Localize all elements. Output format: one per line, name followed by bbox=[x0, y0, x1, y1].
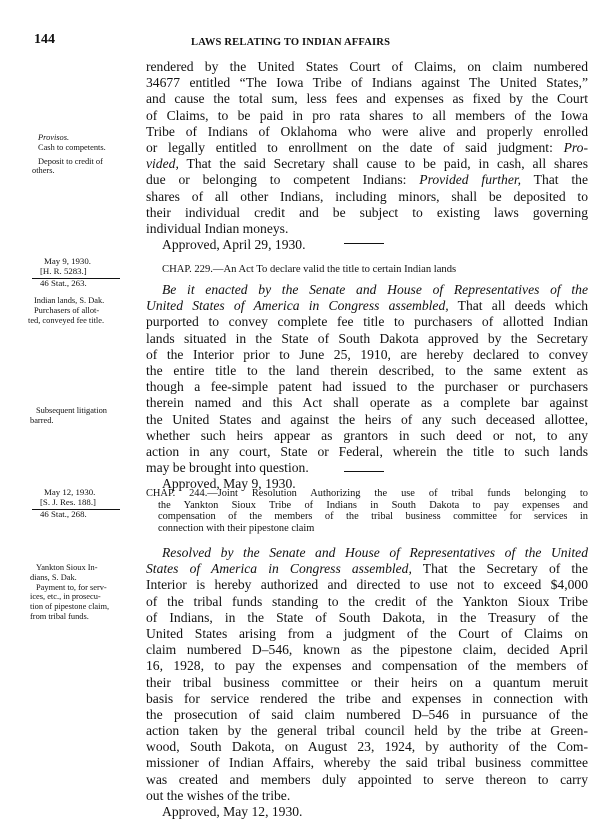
resolving-clause: States of America in Congress assembled, That the Secretary of the bbox=[146, 561, 588, 577]
margin-note: tion of pipestone claim, bbox=[30, 602, 110, 612]
text-line: whether such heirs appear as grantors in such deed or not, to any bbox=[146, 427, 588, 443]
enacting-clause: United States of America in Congress assembled, That all deeds which bbox=[146, 298, 588, 314]
chapter-229-text bbox=[146, 282, 588, 492]
text-line: lands situated in the State of South Dakota approved by the Secretary bbox=[146, 330, 588, 346]
margin-note: barred. bbox=[30, 415, 54, 425]
resolving-clause: Resolved by the Senate and House of Representatives of the United bbox=[162, 545, 588, 560]
text-line: rendered by the United States Court of Claims, on claim numbered bbox=[146, 59, 588, 74]
text-line: the prosecution of said claim numbered D–546 in pursuance of the bbox=[146, 706, 588, 722]
margin-chap-244-citation bbox=[32, 488, 138, 519]
margin-resolution: [S. J. Res. 188.] bbox=[40, 496, 96, 507]
section-divider bbox=[344, 471, 384, 472]
text-line: purported to convey complete fee title to purchasers of allotted Indian bbox=[146, 314, 588, 330]
text-line: action taken by the general tribal council held by the tribe at Green- bbox=[146, 723, 588, 739]
text-line: missioner of Indian Affairs, whereby the said tribal business committee bbox=[146, 755, 588, 771]
margin-bill: [H. R. 5283.] bbox=[40, 265, 87, 276]
text-line: individual Indian moneys. bbox=[146, 220, 289, 236]
margin-cash: Cash to competents. bbox=[38, 142, 106, 152]
text-line: or legally entitled to enrollment on the date of said judgment: Pro- bbox=[146, 139, 588, 155]
margin-note: Purchasers of allot- bbox=[34, 305, 100, 315]
text-line: of the Interior prior to June 25, 1910, are hereby declared to convey bbox=[146, 346, 588, 362]
text-line: wood, South Dakota, on August 23, 1924, by authority of the Com- bbox=[146, 739, 588, 755]
approval-date: Approved, April 29, 1930. bbox=[162, 237, 306, 253]
approval-date: Approved, May 12, 1930. bbox=[162, 804, 303, 819]
text-line: of Claims, to be paid in pro rata shares to all members of the Iowa bbox=[146, 107, 588, 123]
chapter-244-heading bbox=[146, 488, 588, 534]
text-line: 16, 1928, to pay the expenses and compensation of the members of bbox=[146, 658, 588, 674]
text-line: though a fee-simple patent had issued to the purchaser or purchasers bbox=[146, 379, 588, 395]
text-line: 34677 entitled “The Iowa Tribe of Indians against The United States,” bbox=[146, 75, 588, 91]
text-line: vided, That the said Secretary shall cause to be paid, in cash, all shares bbox=[146, 156, 588, 172]
margin-chap-229-litigation bbox=[30, 406, 136, 426]
text-line: due or belonging to competent Indians: Provided further, That the bbox=[146, 172, 588, 188]
running-head: LAWS RELATING TO INDIAN AFFAIRS bbox=[191, 37, 391, 48]
margin-note-provisos bbox=[32, 133, 138, 176]
margin-note: Indian lands, S. Dak. bbox=[34, 296, 105, 305]
margin-deposit-cont: others. bbox=[32, 166, 55, 176]
text-line: and cause the total sum, less fees and expenses as fixed by the Court bbox=[146, 91, 588, 107]
margin-stat: 46 Stat., 263. bbox=[32, 278, 120, 289]
heading-line: the Yankton Sioux Tribe of Indians in South Dakota to pay expenses and bbox=[158, 499, 588, 511]
margin-note: Subsequent litigation bbox=[36, 406, 107, 415]
text-line: the entire title to the land therein described, to the same extent as bbox=[146, 362, 588, 378]
heading-line: CHAP. 244.—Joint Resolution Authorizing the use of tribal funds belonging to bbox=[146, 488, 588, 499]
enacting-clause: Be it enacted by the Senate and House of Representatives of the bbox=[162, 282, 588, 297]
margin-date: May 12, 1930. bbox=[44, 487, 96, 497]
text-line: out the wishes of the tribe. bbox=[146, 787, 291, 803]
text-line: basis for service rendered the tribe and expenses in connection with bbox=[146, 690, 588, 706]
text-line: claim numbered D–546, known as the pipestone claim, decided April bbox=[146, 642, 588, 658]
section-divider bbox=[344, 243, 384, 244]
margin-stat: 46 Stat., 268. bbox=[32, 509, 120, 520]
text-line: was created and members duly appointed to serve thereon to carry bbox=[146, 771, 588, 787]
margin-note: dians, S. Dak. bbox=[30, 572, 77, 582]
margin-note: from tribal funds. bbox=[30, 611, 89, 621]
text-line: Interior is hereby authorized and directed to use not to exceed $4,000 bbox=[146, 577, 588, 593]
chapter-229-heading: CHAP. 229.—An Act To declare valid the title to certain Indian lands bbox=[162, 264, 457, 275]
margin-note: ted, conveyed fee title. bbox=[28, 315, 105, 325]
text-line: may be brought into question. bbox=[146, 460, 309, 476]
text-line: their tribal business committee or their heirs on a quantum meruit bbox=[146, 674, 588, 690]
text-line: of Indians, in the State of South Dakota, in the Treasury of the bbox=[146, 609, 588, 625]
continued-text-block bbox=[146, 59, 588, 253]
heading-line: connection with their pipestone claim bbox=[158, 522, 315, 534]
margin-chap-229-citation bbox=[32, 257, 138, 288]
text-line: of the tribal funds standing to the credit of the Yankton Sioux Tribe bbox=[146, 593, 588, 609]
page-number: 144 bbox=[34, 32, 55, 47]
text-line: therein named and this Act shall operate as a complete bar against bbox=[146, 395, 588, 411]
text-line: shares of all other Indians, including minors, shall be deposited to bbox=[146, 188, 588, 204]
text-line: United States arising from a judgment of the Court of Claims on bbox=[146, 625, 588, 641]
chapter-244-text bbox=[146, 545, 588, 820]
text-line: their individual credit and be subject to existing laws governing bbox=[146, 204, 588, 220]
margin-date: May 9, 1930. bbox=[44, 256, 91, 266]
text-line: action in any court, State or Federal, wherein the title to such lands bbox=[146, 443, 588, 459]
margin-deposit: Deposit to credit of bbox=[38, 156, 103, 166]
text-line: Tribe of Indians of Oklahoma who were alive and properly enrolled bbox=[146, 123, 588, 139]
margin-chap-229-subject bbox=[28, 296, 134, 325]
margin-provisos: Provisos. bbox=[38, 133, 70, 142]
margin-note: ices, etc., in prosecu- bbox=[30, 592, 101, 602]
margin-chap-244-subject bbox=[30, 563, 136, 622]
margin-note: Yankton Sioux In- bbox=[36, 563, 98, 572]
margin-note: Payment to, for serv- bbox=[36, 582, 107, 592]
heading-line: compensation of the members of the tribal business committee for services in bbox=[158, 511, 588, 523]
text-line: the United States and against the heirs of any such deceased allottee, bbox=[146, 411, 588, 427]
approval-date: Approved, May 9, 1930. bbox=[162, 476, 296, 492]
